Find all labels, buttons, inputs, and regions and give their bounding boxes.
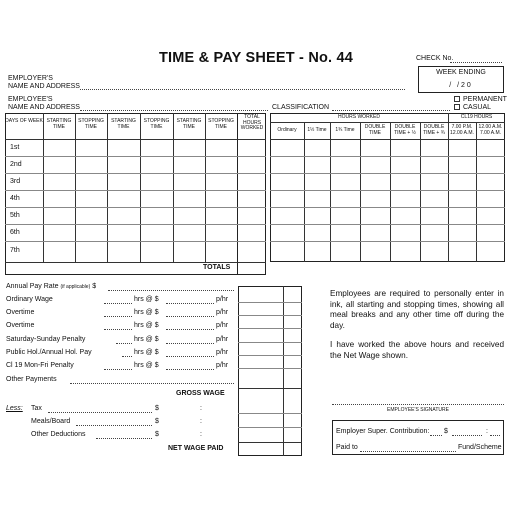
casual-checkbox[interactable] [454,104,460,110]
pay-line-label: Ordinary Wage [6,296,53,303]
hw-col-time-three-quarter: 1¾ Time [335,127,355,133]
page-title: TIME & PAY SHEET - No. 44 [158,50,354,66]
pay-line-per: p/hr [216,362,229,369]
hours-field[interactable] [104,303,132,304]
employer-name-field[interactable] [80,89,405,90]
deduction-colon: : [200,418,202,425]
paid-to-field[interactable] [360,451,456,452]
pay-line-per: p/hr [216,349,229,356]
less-label: Less: [6,405,23,412]
pay-line-label: Overtime [6,309,35,316]
time-header-5: STARTING TIME [176,118,202,130]
annual-pay-rate-currency: $ [92,283,97,290]
super-cents-field[interactable] [490,435,500,436]
day-row-label: 4th [10,195,20,202]
hw-col-double-three-quarter: DOUBLE TIME + ¾ [423,124,445,136]
cl19-col-night: 12.00 A.M. 7.00 A.M. [478,124,503,136]
time-header-4: STOPPING TIME [143,118,170,130]
rate-field[interactable] [166,316,214,317]
rate-field[interactable] [166,343,214,344]
paid-to-label: Paid to [336,444,358,451]
annual-pay-rate-row [6,283,96,291]
annual-pay-rate-note: (if applicable) [60,284,91,290]
check-no-label: CHECK No. [416,55,454,62]
employer-label-line1: EMPLOYER'S [8,75,53,82]
hours-field[interactable] [122,356,132,357]
pay-line-label: Cl 19 Mon-Fri Penalty [6,362,74,369]
casual-option[interactable] [454,104,491,112]
deduction-currency: $ [155,405,159,412]
other-deductions-field[interactable] [96,438,152,439]
timesheet-table [5,113,505,275]
time-header-2: STOPPING TIME [78,118,104,130]
hours-field[interactable] [104,316,132,317]
deduction-label: Other Deductions [31,431,86,438]
pay-line-hrs: hrs @ $ [134,296,159,303]
hw-col-ordinary: Ordinary [277,127,297,133]
pay-line-hrs: hrs @ $ [134,322,159,329]
day-row-label: 1st [10,144,20,151]
hw-col-time-half: 1½ Time [307,127,327,133]
day-row-label: 3rd [10,178,21,185]
other-payments-label: Other Payments [6,376,57,383]
employee-name-field[interactable] [80,110,268,111]
other-payments-field[interactable] [70,383,234,384]
deduction-currency: $ [155,431,159,438]
super-currency: $ [444,428,448,435]
cl19-header: CL19 HOURS [460,114,493,120]
deduction-colon: : [200,405,202,412]
tax-field[interactable] [48,412,152,413]
notice-paragraph-1: Employees are required to personally enter in ink, all starting and stopping times, showing all meal breaks and any other time off during the day. [330,289,504,330]
permanent-checkbox[interactable] [454,96,460,102]
hw-col-double-half: DOUBLE TIME + ½ [394,124,416,136]
totals-label: TOTALS [203,264,231,271]
pay-line-label: Overtime [6,322,35,329]
pay-line-hrs: hrs @ $ [134,362,159,369]
employee-signature-field[interactable] [332,404,504,405]
super-contribution-field[interactable] [430,435,442,436]
week-ending-value: / /20 [449,82,473,89]
day-row-label: 6th [10,229,20,236]
deduction-colon: : [200,431,202,438]
annual-pay-rate-field[interactable] [108,290,234,291]
classification-label: CLASSIFICATION [272,104,330,111]
pay-line-per: p/hr [216,309,229,316]
fund-scheme-label: Fund/Scheme [458,444,502,451]
day-row-label: 7th [10,247,20,254]
hours-field[interactable] [104,369,132,370]
time-header-3: STARTING TIME [111,118,136,130]
annual-pay-rate-label: Annual Pay Rate [6,283,59,290]
rate-field[interactable] [166,329,214,330]
day-row-label: 2nd [10,161,22,168]
pay-line-per: p/hr [216,336,229,343]
week-ending-label: WEEK ENDING [436,69,486,76]
super-contribution-label: Employer Super. Contribution: [336,428,430,435]
deduction-currency: $ [155,418,159,425]
time-header-6: STOPPING TIME [208,118,234,130]
time-header-1: STARTING TIME [46,118,72,130]
permanent-label: PERMANENT [463,96,507,103]
rate-field[interactable] [166,356,214,357]
pay-line-hrs: hrs @ $ [134,349,159,356]
employee-label-line2: NAME AND ADDRESS [8,104,80,111]
casual-label: CASUAL [463,104,492,111]
rate-field[interactable] [166,369,214,370]
notice-paragraph-2: I have worked the above hours and received the Net Wage shown. [330,340,504,360]
super-colon: : [486,428,488,435]
days-header: DAYS OF WEEK [5,118,43,124]
check-no-field[interactable] [450,62,502,63]
pay-line-per: p/hr [216,322,229,329]
classification-field[interactable] [332,110,450,111]
total-hours-col [237,113,266,275]
day-row-label: 5th [10,212,20,219]
total-hours-header: TOTAL HOURS WORKED [240,114,264,131]
super-amount-field[interactable] [452,435,482,436]
pay-line-hrs: hrs @ $ [134,336,159,343]
gross-wage-label: GROSS WAGE [176,390,225,397]
net-wage-label: NET WAGE PAID [168,445,224,452]
hours-worked-header: HOURS WORKED [338,114,380,120]
pay-line-hrs: hrs @ $ [134,309,159,316]
hw-col-double: DOUBLE TIME [364,124,386,136]
rate-field[interactable] [166,303,214,304]
pay-line-label: Saturday-Sunday Penalty [6,336,86,343]
hours-field[interactable] [104,329,132,330]
pay-line-per: p/hr [216,296,229,303]
deduction-label: Tax [31,405,42,412]
hours-field[interactable] [116,343,132,344]
employee-label-line1: EMPLOYEE'S [8,96,53,103]
cl19-col-evening: 7.00 P.M. 12.00 A.M. [450,124,474,136]
employer-label-line2: NAME AND ADDRESS [8,83,80,90]
week-ending-box[interactable] [418,66,504,93]
pay-line-label: Public Hol./Annual Hol. Pay [6,349,92,356]
pay-amounts-box[interactable] [238,286,302,456]
permanent-option[interactable] [454,96,507,104]
deduction-label: Meals/Board [31,418,71,425]
times-block [5,113,266,275]
meals-board-field[interactable] [76,425,152,426]
signature-label: EMPLOYEE'S SIGNATURE [387,407,449,413]
